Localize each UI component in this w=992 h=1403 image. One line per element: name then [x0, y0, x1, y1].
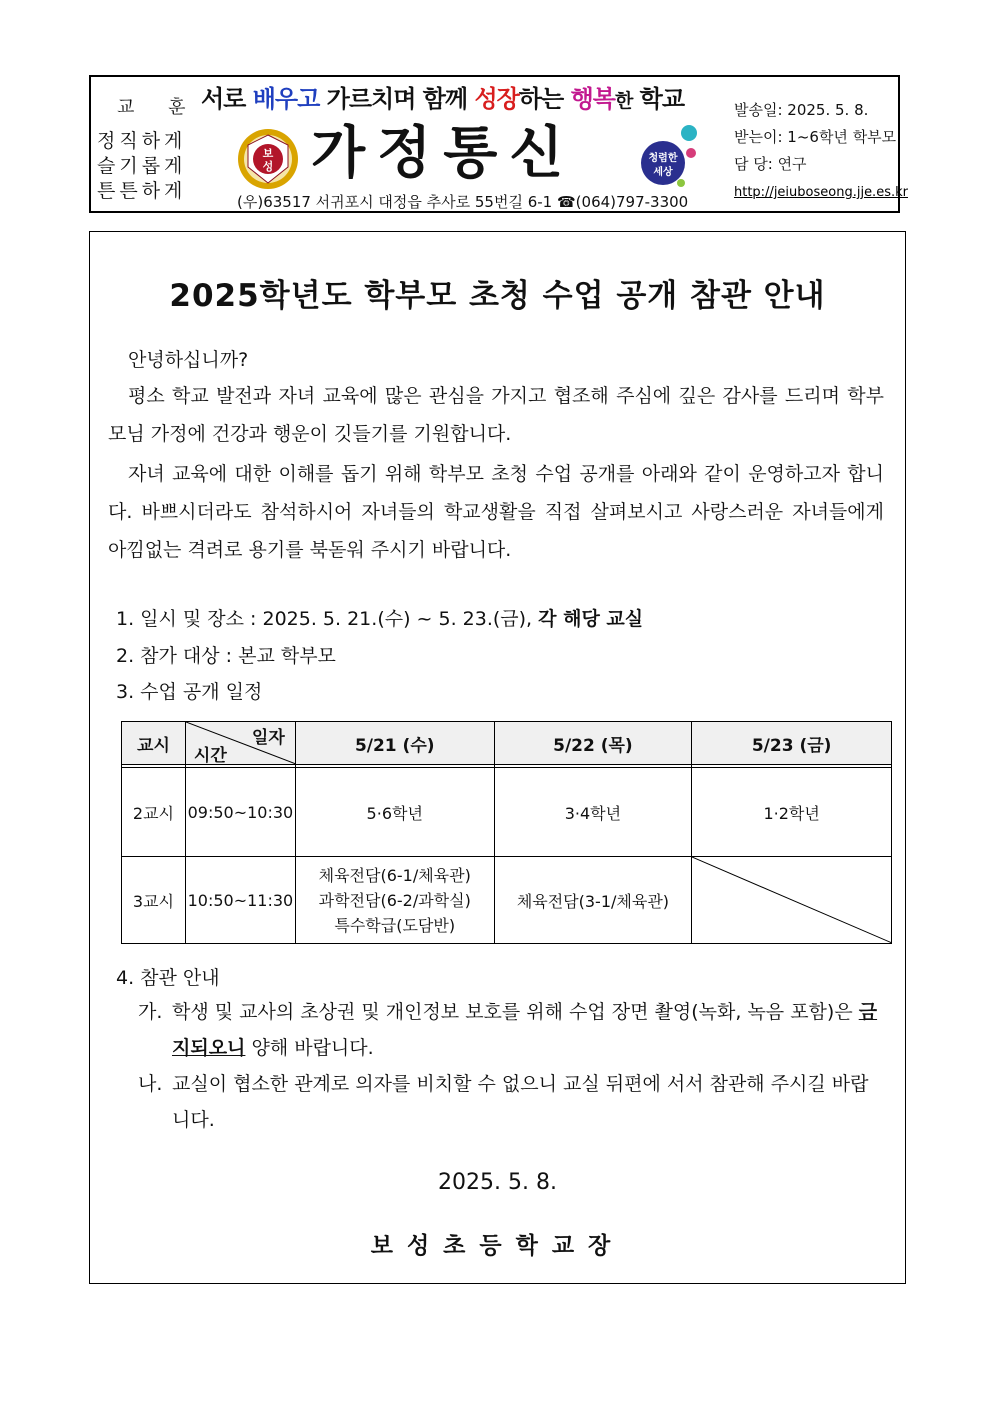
- schedule-table-wrapper: [121, 721, 892, 1247]
- row-day3-class: 1·2학년: [692, 768, 892, 857]
- row-period: 3교시: [122, 857, 186, 944]
- note-b-label: 나.: [138, 1073, 163, 1095]
- table-row: [122, 768, 892, 857]
- item-schedule: 3. 수업 공개 일정: [116, 681, 263, 703]
- schedule-table: [121, 721, 892, 944]
- sent-date: 발송일: 2025. 5. 8.: [734, 101, 869, 119]
- row-time: 09:50~10:30: [185, 768, 295, 857]
- deco-text-2: 세상: [653, 167, 673, 178]
- note-a-text: 학생 및 교사의 초상권 및 개인정보 보호를 위해 수업 장면 촬영(녹화, 녹음 포함)은 금지되오니 양해 바랍니다.: [172, 1001, 878, 1059]
- motto-line: 정직하게: [97, 130, 187, 152]
- header-day-3: 5/23 (금): [692, 722, 892, 765]
- note-a: [138, 994, 878, 1066]
- class-line: 과학전담(6-2/과학실): [318, 890, 471, 910]
- newsletter-header: [89, 75, 908, 213]
- header-date-label: 일자: [251, 728, 285, 748]
- header-day-1: 5/21 (수): [295, 722, 494, 765]
- item-date-place: 1. 일시 및 장소 : 2025. 5. 21.(수) ~ 5. 23.(금), 각 해당 교실: [116, 608, 644, 630]
- emblem-text-bottom: 성: [262, 160, 274, 173]
- note-b-text: 교실이 협소한 관계로 의자를 비치할 수 없으니 교실 뒤편에 서서 참관해 주시길 바랍니다.: [172, 1073, 869, 1131]
- notice-body: [89, 231, 906, 1284]
- header-day-2: 5/22 (목): [494, 722, 692, 765]
- motto-label: 교 훈: [117, 97, 200, 118]
- paragraph-thanks: 평소 학교 발전과 자녀 교육에 많은 관심을 가지고 협조해 주심에 깊은 감사를 드리며 학부모님 가정에 건강과 행운이 깃들기를 기원합니다.: [108, 385, 884, 445]
- header-corner: [185, 722, 295, 765]
- school-website-link[interactable]: http://jeiuboseong.jje.es.kr: [734, 185, 908, 200]
- motto-line: 튼튼하게: [97, 180, 187, 202]
- issue-date: 2025. 5. 8.: [438, 1170, 557, 1195]
- recipients: 받는이: 1~6학년 학부모: [734, 128, 897, 146]
- empty-cell-diagonal: [692, 857, 892, 943]
- integrity-logo-icon: [629, 123, 699, 193]
- item-notes: 4. 참관 안내: [116, 967, 220, 989]
- row-day2-class: 체육전담(3-1/체육관): [494, 857, 692, 944]
- row-period: 2교시: [122, 768, 186, 857]
- note-b: [138, 1066, 878, 1138]
- deco-text-1: 청렴한: [648, 153, 678, 164]
- emblem-text-top: 보: [262, 147, 274, 160]
- class-line: 체육전담(6-1/체육관): [318, 865, 471, 885]
- note-a-label: 가.: [138, 1001, 163, 1023]
- row-day3-empty: [692, 857, 892, 944]
- header-period: 교시: [122, 722, 186, 765]
- row-day1-class: [295, 857, 494, 944]
- paragraph-purpose: 자녀 교육에 대한 이해를 돕기 위해 학부모 초청 수업 공개를 아래와 같이 운영하고자 합니다. 바쁘시더라도 참석하시어 자녀들의 학교생활을 직접 살펴보시고 사랑스러운 자녀들에게 아낌없는 격려로 용기를 북돋워 주시기 바랍니다.: [108, 463, 884, 561]
- school-address: (우)63517 서귀포시 대정읍 추사로 55번길 6-1 ☎(064)797-3300: [237, 193, 689, 211]
- newsletter-meta: [734, 97, 908, 206]
- row-day1-class: 5·6학년: [295, 768, 494, 857]
- school-emblem-icon: [236, 127, 300, 191]
- motto-lines: [97, 129, 186, 204]
- table-row: [122, 857, 892, 944]
- table-header-row: [122, 722, 892, 765]
- school-slogan: 서로 배우고 가르치며 함께 성장하는 행복한 학교: [201, 85, 685, 113]
- header-time-label: 시간: [193, 746, 227, 766]
- signer: 보성초등학교장: [370, 1233, 625, 1259]
- item-target: 2. 참가 대상 : 본교 학부모: [116, 645, 336, 667]
- greeting: 안녕하십니까?: [128, 349, 249, 371]
- row-time: 10:50~11:30: [185, 857, 295, 944]
- row-day2-class: 3·4학년: [494, 768, 692, 857]
- class-line: 특수학급(도담반): [334, 915, 456, 935]
- in-charge: 담 당: 연구: [734, 155, 807, 173]
- page-title: 2025학년도 학부모 초청 수업 공개 참관 안내: [169, 278, 826, 314]
- motto-line: 슬기롭게: [97, 155, 187, 177]
- newsletter-title: 가정통신: [311, 120, 576, 186]
